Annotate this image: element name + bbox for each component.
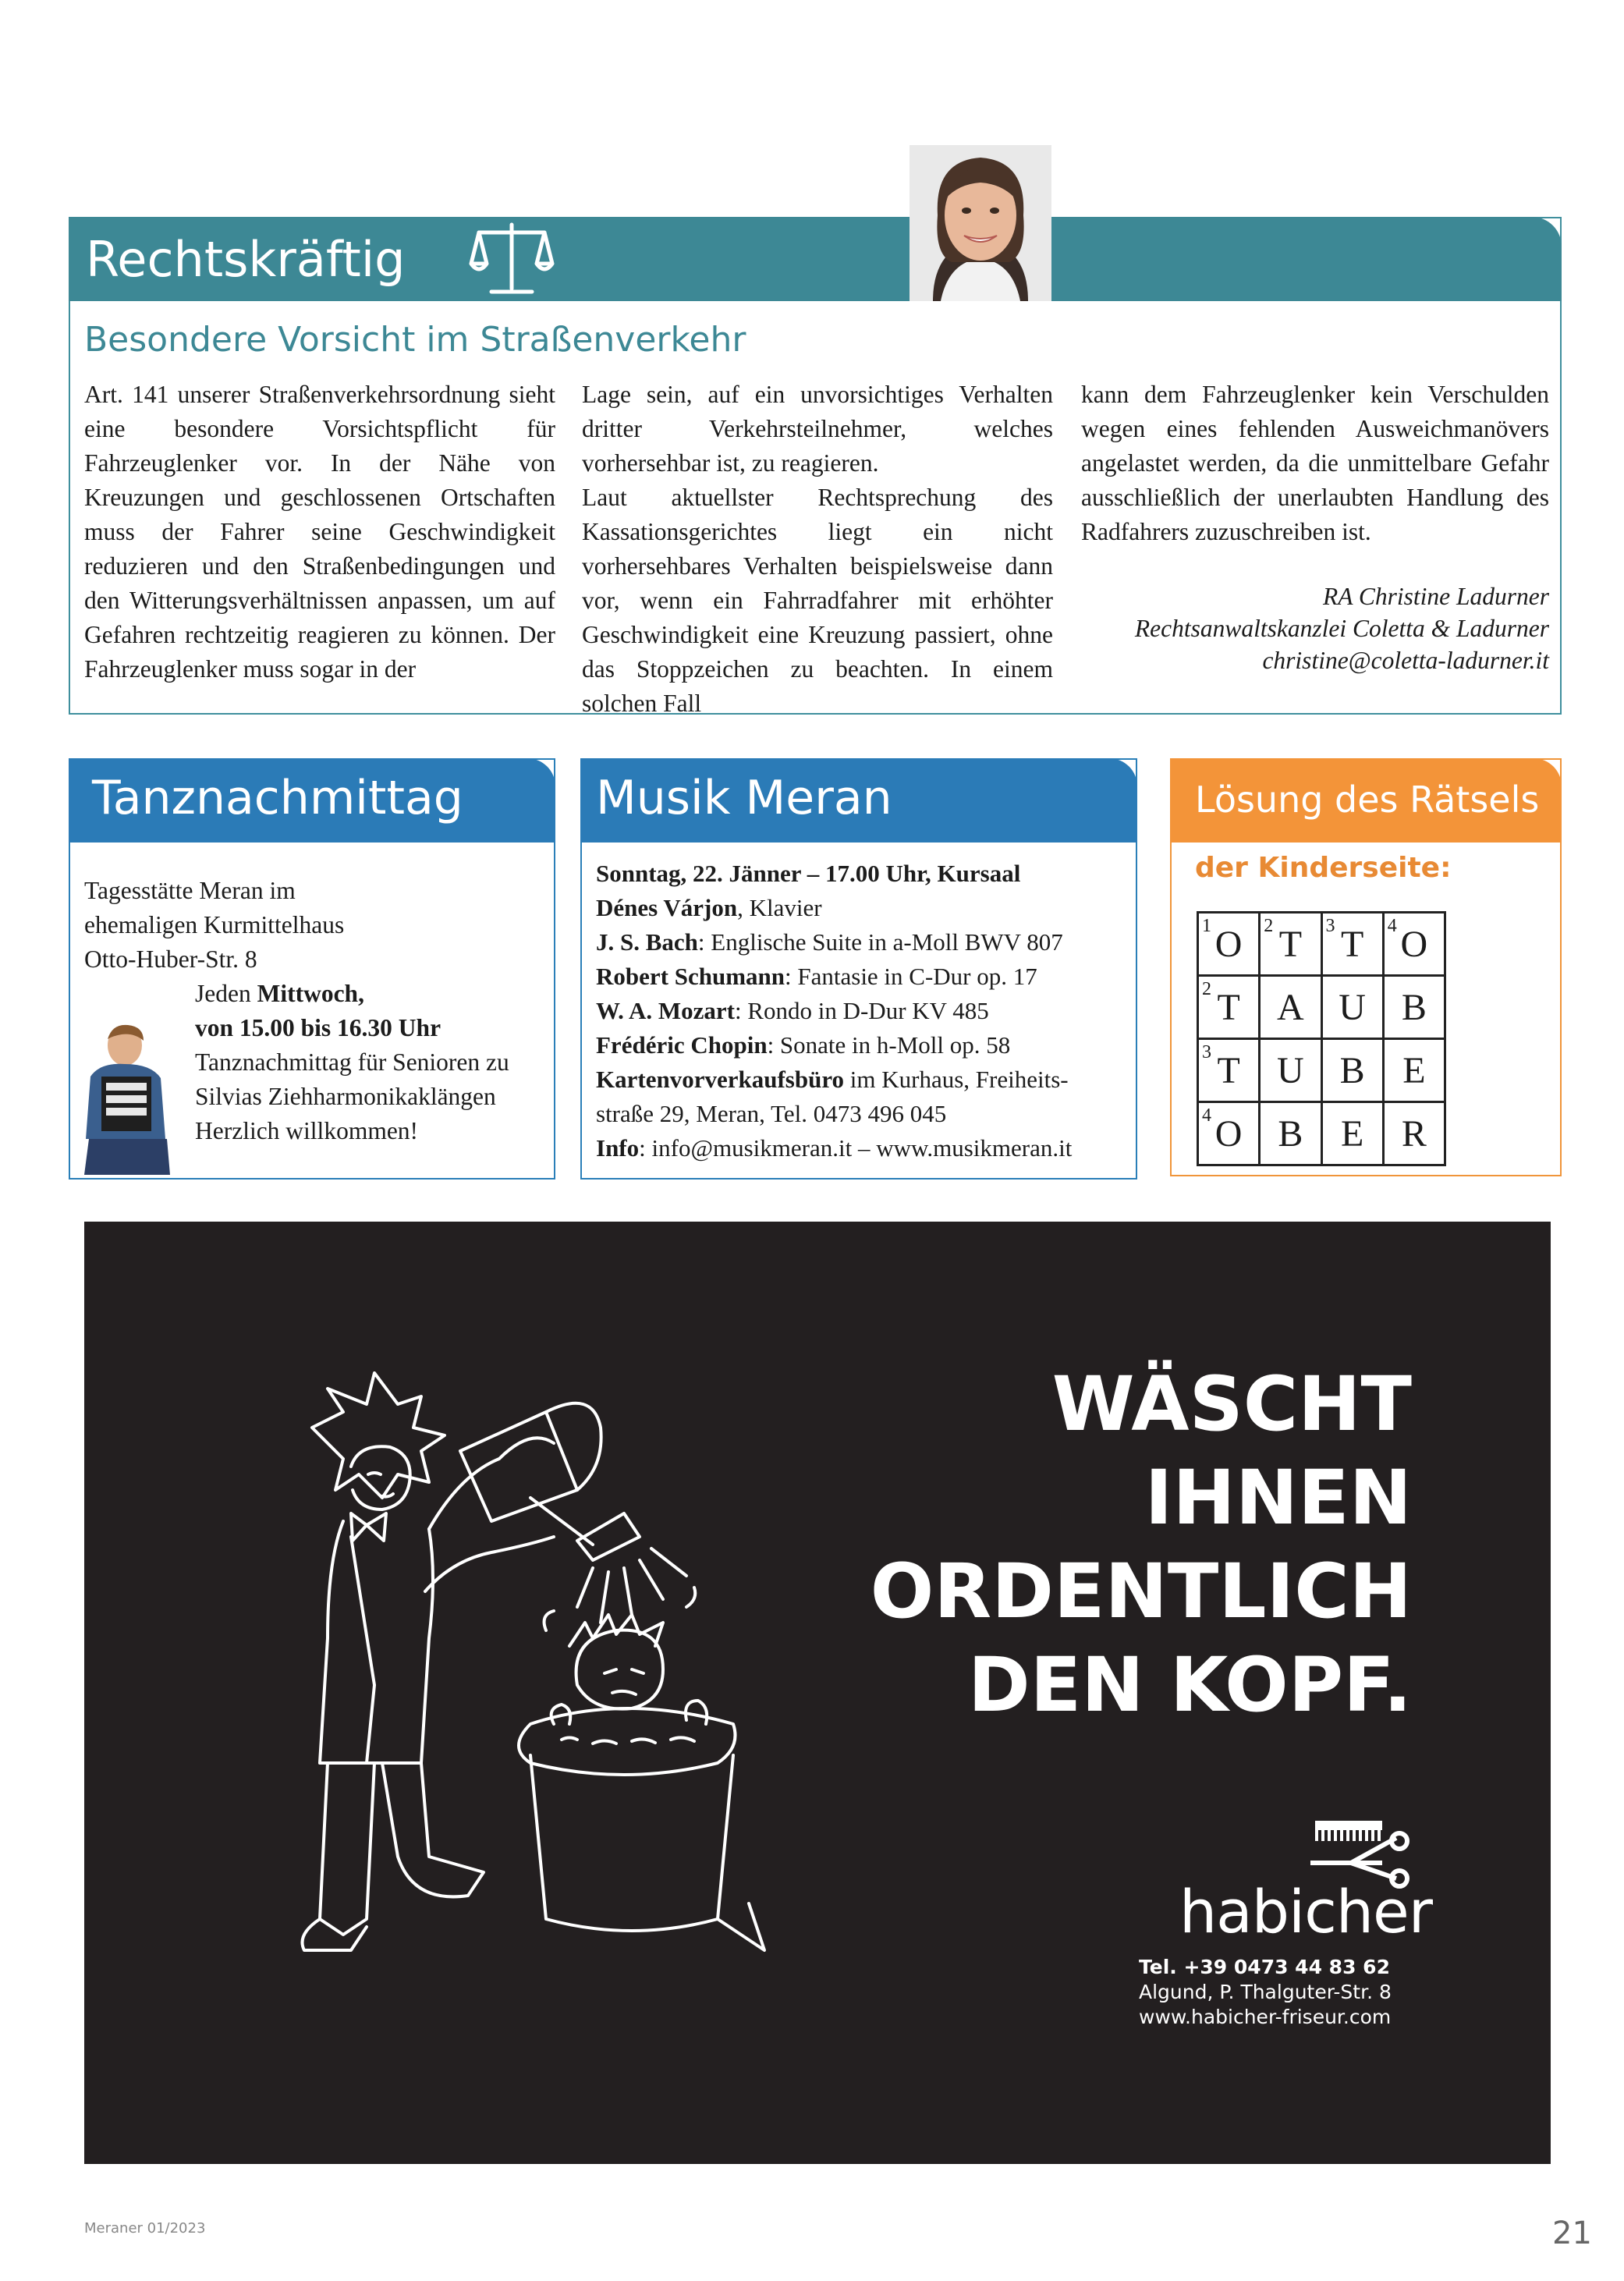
puzzle-cell: 2 T (1260, 913, 1321, 976)
puzzle-cell: 4 O (1198, 1102, 1260, 1165)
puzzle-cell: 1 O (1198, 913, 1260, 976)
ad-headline (858, 1357, 1412, 1732)
ad-address: Algund, P. Thalguter-Str. 8 (1139, 1981, 1392, 2003)
author-email[interactable]: christine@coletta-ladurner.it (1262, 647, 1549, 674)
puzzle-row (1198, 976, 1445, 1039)
article-paragraph: kann dem Fahrzeuglenker kein Verschulden wegen eines fehlenden Ausweichmanövers angelastet werden, da die unmittelbare Gefahr ausschließlich der unerlaubten Handlung des Radfahrers zuzuschreiben ist. (1081, 381, 1549, 545)
tanz-day: Jeden Mittwoch, (195, 980, 364, 1007)
program-item: J. S. Bach: Englische Suite in a-Moll BWV 807 (596, 928, 1063, 956)
loesung-subtitle: der Kinderseite: (1195, 852, 1452, 884)
puzzle-cell: 3 T (1321, 913, 1383, 976)
lawyer-portrait-photo (910, 145, 1051, 301)
puzzle-cell: B (1383, 976, 1445, 1039)
puzzle-row (1198, 913, 1445, 976)
puzzle-cell: B (1321, 1039, 1383, 1102)
musik-title: Musik Meran (596, 771, 892, 825)
puzzle-cell: 2 T (1198, 976, 1260, 1039)
tanz-welcome: Herzlich willkommen! (195, 1117, 419, 1144)
article-paragraph: Art. 141 unserer Straßenverkehrsordnung sieht eine besondere Vorsichtspflicht für Fahrzeuglenker vor. In der Nähe von Kreuzungen und geschlossenen Ortschaften muss der Fahrer seine Geschwindigkeit reduzieren und den Straßenbedingungen und den Witterungsverhältnissen anpassen, um auf Gefahren rechtzeitig reagieren zu können. Der Fahrzeuglenker muss sogar in der (84, 381, 555, 683)
puzzle-cell: E (1383, 1039, 1445, 1102)
puzzle-cell: 4 O (1383, 913, 1445, 976)
headline-line: DEN KOPF. (967, 1641, 1412, 1729)
tanz-description: Silvias Ziehharmonikaklängen (195, 1083, 496, 1110)
ad-phone[interactable]: Tel. +39 0473 44 83 62 (1139, 1956, 1390, 1978)
tanz-time: von 15.00 bis 16.30 Uhr (195, 1014, 441, 1041)
puzzle-cell: E (1321, 1102, 1383, 1165)
puzzle-cell: B (1260, 1102, 1321, 1165)
puzzle-row (1198, 1039, 1445, 1102)
puzzle-cell: 3 T (1198, 1039, 1260, 1102)
ticket-office: Kartenvorverkaufsbüro im Kurhaus, Freiheits- (596, 1066, 1069, 1093)
article-paragraph: Lage sein, auf ein unvorsichtiges Verhalten dritter Verkehrsteilnehmer, welches vorhersehbar ist, zu reagieren. (582, 381, 1053, 477)
program-item: Robert Schumann: Fantasie in C-Dur op. 17 (596, 963, 1037, 990)
issue-label: Meraner 01/2023 (84, 2220, 206, 2237)
program-item: W. A. Mozart: Rondo in D-Dur KV 485 (596, 997, 989, 1024)
accordion-player-photo (73, 1022, 183, 1175)
tanz-info (195, 977, 554, 1148)
tanz-title: Tanznachmittag (92, 771, 463, 825)
brand-logo-text: habicher (1179, 1877, 1433, 1946)
ad-website[interactable]: www.habicher-friseur.com (1139, 2006, 1392, 2028)
puzzle-cell: U (1321, 976, 1383, 1039)
address-line: Otto-Huber-Str. 8 (84, 945, 257, 973)
puzzle-solution-grid (1197, 911, 1446, 1166)
ticket-office-address: straße 29, Meran, Tel. 0473 496 045 (596, 1100, 947, 1127)
performer: Dénes Várjon, Klavier (596, 894, 822, 921)
program-item: Frédéric Chopin: Sonate in h-Moll op. 58 (596, 1031, 1011, 1059)
address-line: ehemaligen Kurmittelhaus (84, 911, 345, 938)
article-paragraph: Laut aktuellster Rechtsprechung des Kassationsgerichtes liegt ein nicht vorhersehbares Verhalten beispielsweise dann vor, wenn ein Fahrradfahrer mit erhöhter Geschwindigkeit eine Kreuzung passiert, ohne das Stoppzeichen zu beachten. In einem solchen Fall (582, 484, 1053, 717)
tanz-description: Tanznachmittag für Senioren zu (195, 1048, 509, 1076)
hairdresser-illustration (296, 1357, 874, 2028)
headline-line: IHNEN (1144, 1454, 1412, 1541)
puzzle-cell: U (1260, 1039, 1321, 1102)
address-line: Tagesstätte Meran im (84, 877, 296, 904)
article-column-3 (1081, 378, 1549, 549)
musik-info[interactable]: Info: info@musikmeran.it – www.musikmeran.it (596, 1134, 1073, 1162)
scales-icon (468, 220, 555, 298)
author-name: RA Christine Ladurner (1323, 583, 1549, 610)
page-number: 21 (1552, 2215, 1592, 2251)
rechtskraeftig-title: Rechtskräftig (86, 231, 406, 288)
musik-program (596, 857, 1126, 1165)
article-column-1 (84, 378, 555, 686)
author-signature (1081, 580, 1549, 676)
law-firm: Rechtsanwaltskanzlei Coletta & Ladurner (1134, 615, 1549, 642)
headline-line: WÄSCHT (1051, 1360, 1412, 1448)
loesung-title: Lösung des Rätsels (1195, 779, 1540, 821)
rechtskraeftig-subtitle: Besondere Vorsicht im Straßenverkehr (84, 320, 746, 360)
ad-contact (1139, 1955, 1413, 2030)
puzzle-cell: A (1260, 976, 1321, 1039)
puzzle-row (1198, 1102, 1445, 1165)
concert-date: Sonntag, 22. Jänner – 17.00 Uhr, Kursaal (596, 860, 1021, 887)
headline-line: ORDENTLICH (870, 1548, 1412, 1635)
article-column-2 (582, 378, 1053, 721)
puzzle-cell: R (1383, 1102, 1445, 1165)
tanz-address (84, 874, 552, 977)
